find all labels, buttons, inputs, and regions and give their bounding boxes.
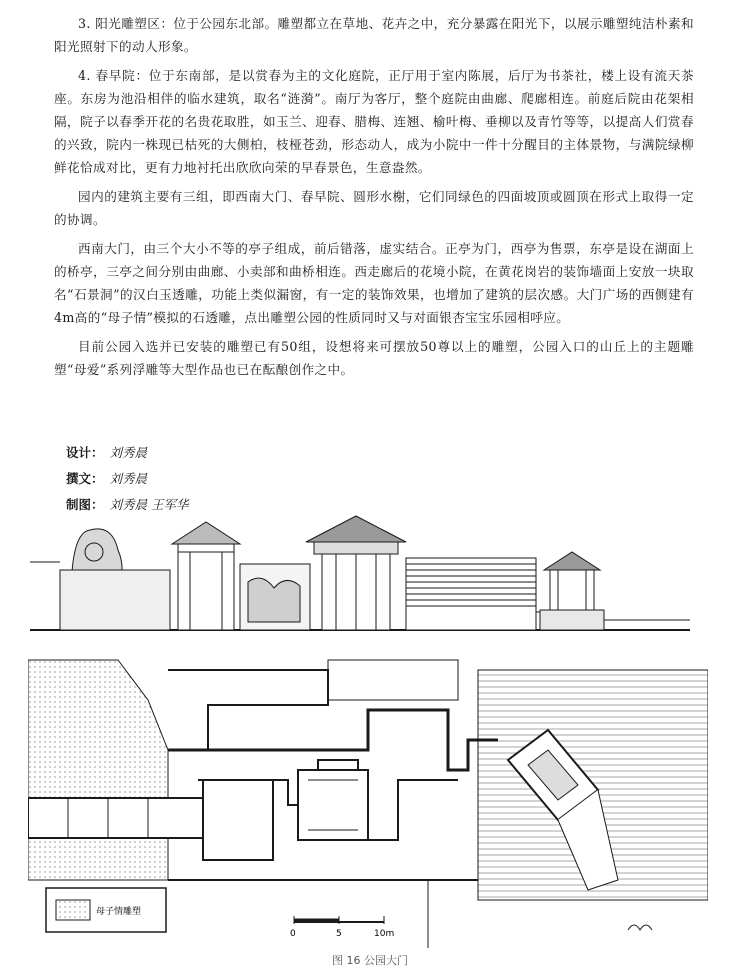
credit-name: 刘秀晨 [109, 445, 148, 460]
scale-tick-10m: 10m [374, 929, 395, 939]
plaza-paving [28, 660, 168, 880]
body-text [54, 12, 694, 387]
paragraph-southwest-gate: 西南大门，由三个大小不等的亭子组成，前后错落，虚实结合。正亭为门，西亭为售票，东亭是设在湖面上的桥亭，三亭之间分别由曲廊、小卖部和曲桥相连。西走廊后的花境小院，在黄花岗岩的装饰墙面上安放一块取名“石景洞”的汉白玉透雕，功能上类似漏窗，有一定的装饰效果，也增加了建筑的层次感。大门广场的西侧建有4m高的“母子情”模拟的石透雕，点出雕塑公园的性质同时又与对面银杏宝宝乐园相呼应。 [54, 241, 694, 325]
credit-design [66, 440, 366, 466]
scale-bar [294, 916, 384, 924]
credits [66, 440, 366, 518]
scale-tick-0: 0 [290, 929, 296, 939]
credit-label: 设计： [66, 445, 104, 460]
scale-tick-5: 5 [336, 929, 342, 939]
paragraph-buildings: 园内的建筑主要有三组，即西南大门、春早院、圆形水榭，它们同绿色的四面坡顶或圆顶在形式上取得一定的协调。 [54, 189, 694, 227]
gate-elevation-drawing [30, 512, 690, 632]
west-pavilion-elevation [172, 522, 240, 630]
west-corridor-plan [28, 798, 203, 838]
credit-writing [66, 466, 366, 492]
east-pavilion-elevation [540, 552, 604, 630]
main-gate-elevation [306, 516, 406, 630]
credit-name: 刘秀晨 [109, 471, 148, 486]
paragraph-spring-courtyard: 4. 春早院：位于东南部，是以赏春为主的文化庭院，正厅用于室内陈展，后厅为书茶社，楼上设有流天茶座。东房为池沿相伴的临水建筑，取名“涟漪”。南厅为客厅，整个庭院由曲廊、爬廊相连。前庭后院由花架相隔，院子以春季开花的名贵花取胜，如玉兰、迎春、腊梅、连翘、榆叶梅、垂柳以及青竹等等，以提高人们赏春的兴致，院内一株现已枯死的大侧柏，枝桠苍劲，形态动人，成为小院中一件十分醒目的主体景物，与满院绿柳鲜花恰成对比，更有力地衬托出欣欣向荣的早春景色，生意盎然。 [54, 68, 694, 175]
credit-label: 制图： [66, 497, 104, 512]
corridor-elevation [406, 558, 536, 630]
credit-name: 刘秀晨 王军华 [109, 497, 189, 512]
credit-label: 撰文： [66, 471, 104, 486]
gate-plan-drawing [28, 630, 708, 948]
paragraph-sunlight-area: 3. 阳光雕塑区：位于公园东北部。雕塑都立在草地、花卉之中，充分暴露在阳光下，以展示雕塑纯洁朴素和阳光照射下的动人形象。 [54, 16, 694, 54]
sculpture-label: 母子情雕塑 [96, 907, 142, 917]
figure-caption: 图 16 公园大门 [332, 954, 408, 967]
paragraph-sculptures: 目前公园入选并已安装的雕塑已有50组，设想将来可摆放50尊以上的雕塑，公园入口的山丘上的主题雕塑“母爱”系列浮雕等大型作品也已在酝酿创作之中。 [54, 339, 694, 377]
